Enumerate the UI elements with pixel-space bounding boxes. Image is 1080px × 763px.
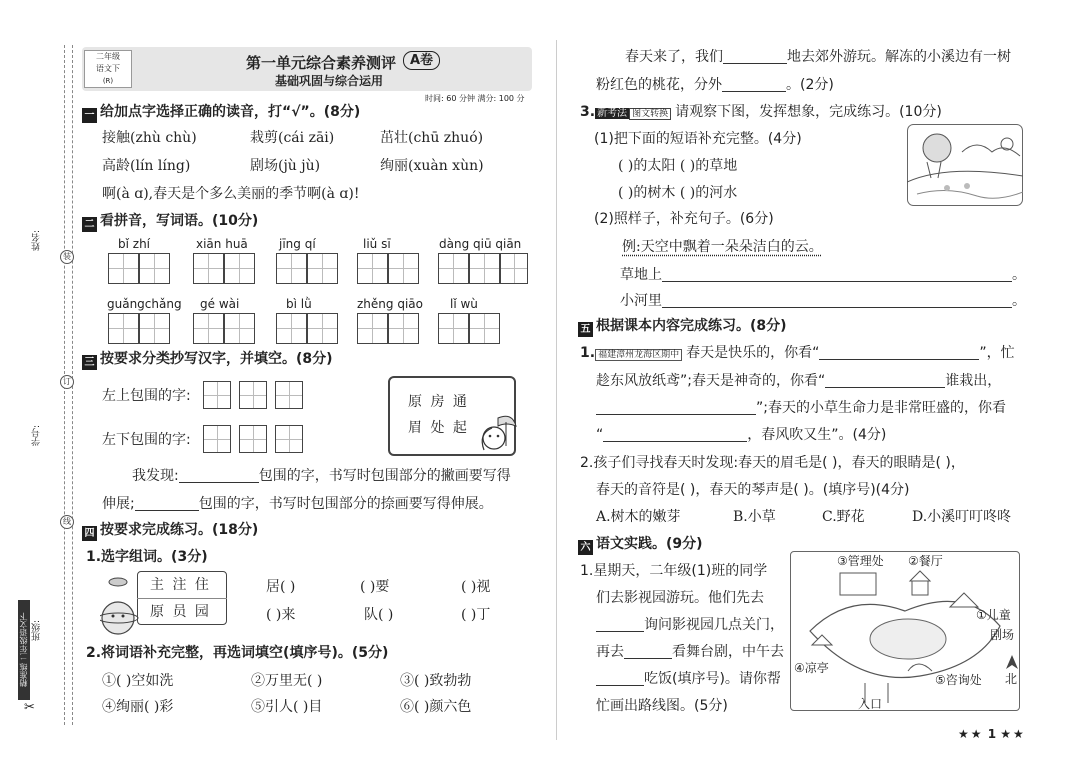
map-label-theater: ①儿童 [976, 608, 1011, 622]
char-box[interactable] [203, 425, 231, 453]
pinyin-6: guǎngchǎng [107, 297, 182, 311]
finding-2-label: 伸展; [102, 496, 135, 512]
q2-item-2[interactable]: ②万里无( ) [251, 673, 323, 689]
map-label-entrance: 入口 [858, 697, 883, 711]
finding-1-label: 我发现: [132, 468, 179, 484]
pick-row-2: 原 员 园 [150, 604, 211, 620]
s5-q1-num: 1. [580, 345, 596, 361]
brand-strip: 精准练 二年级语文下 [18, 600, 30, 700]
q1-blank-2[interactable]: ( )要 [360, 579, 390, 595]
s5-q1-line-2 [596, 372, 1001, 390]
s5-q1-line-3 [596, 399, 1006, 417]
section-6-title [578, 535, 703, 555]
section-6-text: 语文实践。(9分) [596, 536, 703, 552]
q3-example-text: 例:天空中飘着一朵朵洁白的云。 [622, 239, 823, 255]
class-label: 班级: [32, 620, 42, 642]
stars-right: ★★ [1000, 727, 1026, 741]
s6-blank-2[interactable] [624, 645, 672, 659]
q2-item-4[interactable]: ④绚丽( )彩 [102, 699, 174, 715]
char-bank-row-1: 原 房 通 [408, 394, 469, 410]
q3-line-1 [620, 266, 1026, 284]
section-1-title [82, 103, 360, 123]
map-label-admin: ③管理处 [837, 554, 884, 568]
s5-q1-tag: 福建漳州龙海区期中 [595, 349, 682, 361]
q3-phrase-row-2[interactable]: ( )的树木 ( )的河水 [618, 185, 738, 201]
park-map-drawing [790, 551, 1020, 711]
upper-left-label: 左上包围的字: [102, 388, 191, 404]
s1-item-3: 茁壮(chū zhuó) [380, 130, 484, 146]
q1-blank-3[interactable]: ( )视 [461, 579, 491, 595]
writing-cell[interactable] [357, 253, 388, 284]
pinyin-7: gé wài [200, 297, 240, 311]
s6-line-3 [596, 616, 784, 634]
subject: 语文下 [96, 64, 120, 73]
q1-blank-4[interactable]: ( )来 [266, 607, 296, 623]
writing-cell[interactable] [139, 313, 170, 344]
cont-1b: 地去郊外游玩。解冻的小溪边有一树 [787, 49, 1011, 65]
s5-q1-line-4 [596, 426, 886, 444]
writing-cell[interactable] [276, 313, 307, 344]
s5-q1-l4a: “ [596, 427, 604, 443]
s5-blank-2[interactable] [825, 374, 945, 388]
cont-1a: 春天来了，我们 [625, 49, 723, 65]
q3-line-2 [620, 292, 1026, 310]
s5-q1-l1b: ”，忙 [979, 345, 1015, 361]
s4-q1: 1.选字组词。(3分) [86, 549, 208, 565]
s6-l5-text: 吃饭(填序号)。请你帮 [644, 671, 781, 687]
map-label-info: ⑤咨询处 [935, 673, 982, 687]
section-2-text: 看拼音，写词语。(10分) [100, 213, 259, 229]
pinyin-2: xiān huā [196, 237, 248, 251]
section-4-title [82, 521, 258, 541]
grade-box [84, 50, 132, 88]
cont-2b: 。(2分) [786, 77, 834, 93]
q3-tag-type: 图文转换 [629, 108, 671, 120]
pinyin-9: zhěng qiāo [357, 297, 423, 311]
map-label-north: 北 [1005, 672, 1018, 686]
s6-line-1: 1.星期天，二年级(1)班的同学 [580, 563, 768, 579]
writing-cell[interactable] [388, 253, 419, 284]
q2-item-6[interactable]: ⑥( )颜六色 [400, 699, 472, 715]
pinyin-8: bì lǜ [286, 297, 312, 311]
finding-1 [132, 467, 511, 485]
q3-tag-new: 新考法 [597, 108, 628, 119]
binding-mark-3: 线 [60, 515, 74, 529]
section-3-title [82, 350, 333, 370]
s5-q1-l1a: 春天是快乐的，你看“ [686, 345, 820, 361]
writing-cell[interactable] [438, 313, 469, 344]
q1-blank-1[interactable]: 居( ) [266, 579, 296, 595]
cont-line-1 [625, 48, 1011, 66]
section-3-num: 三 [82, 355, 97, 370]
page-subtitle: 基础巩固与综合运用 [275, 74, 384, 88]
s6-blank-3[interactable] [596, 672, 644, 686]
stars-left: ★★ [958, 727, 984, 741]
q3-blank-1[interactable] [662, 268, 1012, 282]
page-number [958, 727, 1026, 741]
q3-example [622, 238, 823, 256]
char-box[interactable] [239, 381, 267, 409]
writing-cell[interactable] [469, 253, 500, 284]
q2-item-5[interactable]: ⑤引人( )目 [251, 699, 323, 715]
pinyin-5: dàng qiū qiān [439, 237, 522, 251]
s5-blank-3[interactable] [596, 401, 756, 415]
name-label: 姓名: [32, 230, 42, 252]
s5-option-d: D.小溪叮叮咚咚 [912, 509, 1012, 525]
time-info: 时间: 60 分钟 满分: 100 分 [425, 94, 525, 103]
writing-cell[interactable] [500, 253, 528, 284]
q3-line-2-end: 。 [1012, 293, 1026, 309]
s6-l4b: 看舞台剧，中午去 [672, 644, 784, 660]
s5-option-a: A.树木的嫩芽 [596, 509, 681, 525]
section-2-num: 二 [82, 217, 97, 232]
cont-blank-1[interactable] [723, 50, 787, 64]
writing-cell[interactable] [108, 313, 139, 344]
section-2-title [82, 212, 258, 232]
map-label-pavilion: ④凉亭 [794, 661, 829, 675]
char-box[interactable] [239, 425, 267, 453]
s6-line-6: 忙画出路线图。(5分) [596, 698, 728, 714]
writing-cell[interactable] [224, 253, 255, 284]
section-6-num: 六 [578, 540, 593, 555]
section-5-num: 五 [578, 322, 593, 337]
s6-line-4 [596, 643, 784, 661]
s5-q1-l2a: 趁东风放纸鸢”;春天是神奇的，你看“ [596, 373, 826, 389]
s1-sentence: 啊(à ɑ),春天是个多么美丽的季节啊(à ɑ)! [102, 186, 360, 202]
writing-cell[interactable] [357, 313, 388, 344]
scissors-icon: ✂ [24, 700, 35, 715]
section-5-title [578, 317, 787, 337]
section-1-num: 一 [82, 108, 97, 123]
char-box[interactable] [275, 381, 303, 409]
writing-cell[interactable] [307, 253, 338, 284]
pick-row-1: 主 注 住 [150, 577, 211, 593]
section-5-text: 根据课本内容完成练习。(8分) [596, 318, 787, 334]
q1-blank-6[interactable]: ( )丁 [461, 607, 491, 623]
writing-cell[interactable] [469, 313, 500, 344]
finding-2-text: 包围的字，书写时包围部分的捺画要写得伸展。 [198, 496, 493, 512]
page-title: 第一单元综合素养测评 [246, 54, 397, 72]
cont-line-2 [596, 76, 834, 94]
writing-cell[interactable] [193, 313, 224, 344]
s5-q1-l2b: 谁栽出， [945, 373, 1002, 389]
binding-mark-1: 装 [60, 250, 74, 264]
section-1-text: 给加点字选择正确的读音，打“√”。(8分) [100, 104, 361, 120]
writing-cell[interactable] [224, 313, 255, 344]
s5-q2-line-2[interactable]: 春天的音符是( )，春天的琴声是( )。(填序号)(4分) [596, 482, 910, 498]
s5-q1-l3a: ”;春天的小草生命力是非常旺盛的，你看 [756, 400, 1006, 416]
char-box[interactable] [275, 425, 303, 453]
q3-heading [580, 103, 942, 123]
s5-option-c: C.野花 [822, 509, 865, 525]
pinyin-1: bǐ zhí [118, 237, 151, 251]
finding-1-text: 包围的字，书写时包围部分的撇画要写得 [258, 468, 511, 484]
writing-cell[interactable] [276, 253, 307, 284]
finding-2 [102, 495, 493, 513]
s1-item-2: 栽剪(cái zāi) [250, 130, 335, 146]
writing-cell[interactable] [307, 313, 338, 344]
section-3-text: 按要求分类抄写汉字，并填空。(8分) [100, 351, 333, 367]
char-box[interactable] [203, 381, 231, 409]
map-label-dining: ②餐厅 [908, 554, 943, 568]
s5-blank-4[interactable] [603, 428, 747, 442]
s6-line-5 [596, 670, 781, 688]
s5-q1-l4b: ，春风吹又生”。(4分) [747, 427, 887, 443]
q3-phrase-row-1[interactable]: ( )的太阳 ( )的草地 [618, 158, 738, 174]
word-pick-divider [137, 598, 227, 599]
cont-2a: 粉红色的桃花，分外 [596, 77, 722, 93]
section-4-num: 四 [82, 526, 97, 541]
version-badge: A卷 [403, 51, 440, 70]
s6-line-2: 们去影视园游玩。他们先去 [596, 590, 764, 606]
s5-option-b: B.小草 [733, 509, 776, 525]
s1-item-4: 高龄(lín líng) [102, 158, 191, 174]
q2-item-1[interactable]: ①( )空如洗 [102, 673, 174, 689]
q3-line-1-label: 草地上 [620, 267, 662, 283]
finding-2-blank[interactable] [135, 497, 199, 511]
planet-mascot-icon [100, 574, 140, 636]
q3-text: 请观察下图，发挥想象，完成练习。(10分) [675, 104, 942, 120]
q1-blank-5[interactable]: 队( ) [364, 607, 394, 623]
q2-item-3[interactable]: ③( )致勃勃 [400, 673, 472, 689]
map-label-theater-2: 剧场 [990, 628, 1015, 642]
s5-blank-1[interactable] [819, 346, 979, 360]
s1-item-1: 接触(zhù chù) [102, 130, 197, 146]
pinyin-3: jīng qí [279, 237, 316, 251]
pinyin-4: liǔ sī [363, 237, 391, 251]
cartoon-squirrel-icon [476, 410, 518, 458]
grade: 二年级 [96, 52, 120, 61]
spring-scene-image [907, 124, 1023, 206]
q3-sub-1: (1)把下面的短语补充完整。(4分) [594, 131, 802, 147]
s5-q2-line-1[interactable]: 2.孩子们寻找春天时发现:春天的眉毛是( )，春天的眼睛是( )， [580, 455, 965, 471]
s5-q1-line-1 [580, 344, 1015, 364]
lower-left-label: 左下包围的字: [102, 432, 191, 448]
char-bank-row-2: 眉 处 起 [408, 420, 469, 436]
binding-mark-2: 订 [60, 375, 74, 389]
q3-line-2-label: 小河里 [620, 293, 662, 309]
section-4-text: 按要求完成练习。(18分) [100, 522, 259, 538]
q3-line-1-end: 。 [1012, 267, 1026, 283]
writing-cell[interactable] [193, 253, 224, 284]
page-num: 1 [987, 727, 997, 741]
s1-item-5: 剧场(jù jù) [250, 158, 321, 174]
finding-1-blank[interactable] [179, 469, 259, 483]
edition: (R) [102, 77, 114, 85]
pinyin-10: lǐ wù [450, 297, 478, 311]
s4-q2: 2.将词语补充完整，再选词填空(填序号)。(5分) [86, 645, 389, 661]
s1-item-6: 绚丽(xuàn xùn) [380, 158, 484, 174]
writing-cell[interactable] [438, 253, 469, 284]
id-label: 学号: [32, 425, 42, 447]
s6-l4a: 再去 [596, 644, 624, 660]
s6-blank-1[interactable] [596, 618, 644, 632]
writing-cell[interactable] [108, 253, 139, 284]
writing-cell[interactable] [388, 313, 419, 344]
column-divider [556, 40, 557, 740]
writing-cell[interactable] [139, 253, 170, 284]
cont-blank-2[interactable] [722, 78, 786, 92]
q3-num: 3. [580, 104, 596, 120]
s6-l3-text: 询问影视园几点关门， [644, 617, 784, 633]
q3-blank-2[interactable] [662, 294, 1012, 308]
q3-sub-2: (2)照样子，补充句子。(6分) [594, 211, 774, 227]
